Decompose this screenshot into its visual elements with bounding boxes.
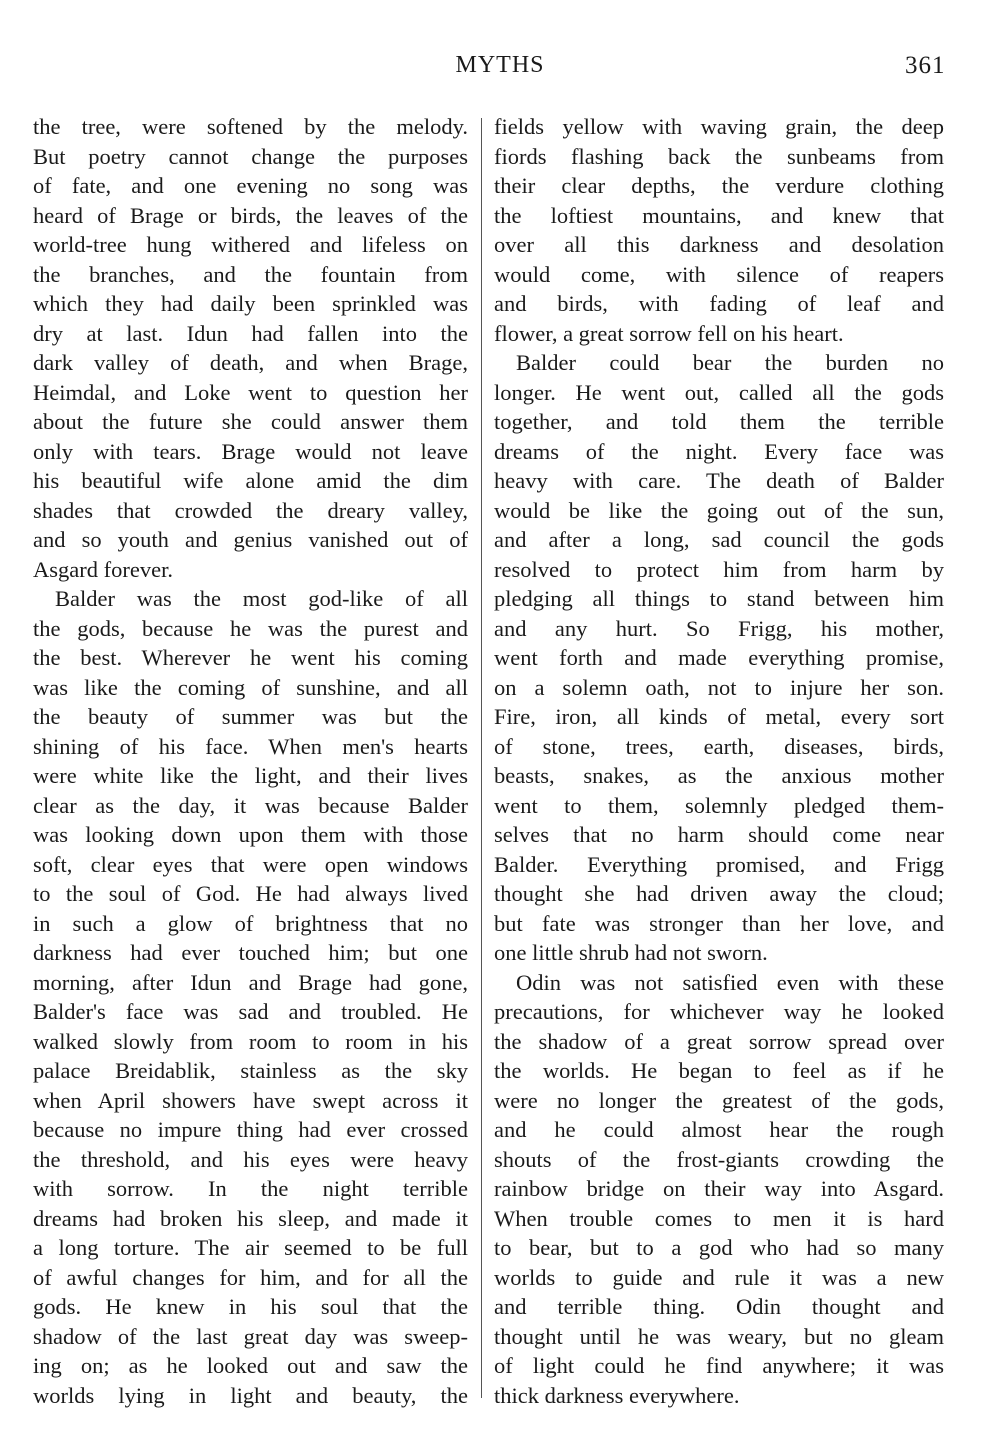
text-line: dark valley of death, and when Brage, bbox=[33, 350, 468, 375]
text-line: to bear, but to a god who had so many bbox=[494, 1235, 944, 1260]
text-line: gods. He knew in his soul that the bbox=[33, 1294, 468, 1319]
text-line: the gods, because he was the purest and bbox=[33, 615, 468, 641]
text-line: which they had daily been sprinkled was bbox=[33, 291, 468, 316]
text-line: walked slowly from room to room in his bbox=[33, 1028, 468, 1054]
text-line: Fire, iron, all kinds of metal, every sort bbox=[494, 704, 944, 729]
text-line: their clear depths, the verdure clothing bbox=[494, 173, 944, 198]
text-line: beasts, snakes, as the anxious mother bbox=[494, 763, 944, 788]
text-line: shadow of the last great day was sweep- bbox=[33, 1323, 468, 1349]
text-line: Balder could bear the burden no bbox=[516, 350, 944, 375]
text-line: because no impure thing had ever crossed bbox=[33, 1117, 468, 1142]
paragraph bbox=[33, 112, 468, 584]
text-line: was like the coming of sunshine, and all bbox=[33, 674, 468, 700]
text-line: resolved to protect him from harm by bbox=[494, 556, 944, 582]
text-line: selves that no harm should come near bbox=[494, 822, 944, 847]
text-line: clear as the day, it was because Balder bbox=[33, 792, 468, 818]
text-line: fiords flashing back the sunbeams from bbox=[494, 143, 944, 169]
text-line: a long torture. The air seemed to be full bbox=[33, 1235, 468, 1260]
text-line: the shadow of a great sorrow spread over bbox=[494, 1028, 944, 1054]
text-line: heard of Brage or birds, the leaves of the bbox=[33, 202, 468, 228]
text-line: shouts of the frost-giants crowding the bbox=[494, 1146, 944, 1172]
text-line: and birds, with fading of leaf and bbox=[494, 291, 944, 316]
text-line: the tree, were softened by the melody. bbox=[33, 114, 468, 139]
text-line: dreams of the night. Every face was bbox=[494, 438, 944, 464]
text-line: thick darkness everywhere. bbox=[494, 1382, 740, 1408]
text-line: palace Breidablik, stainless as the sky bbox=[33, 1058, 468, 1083]
text-line: of light could he find anywhere; it was bbox=[494, 1353, 944, 1378]
text-line: Heimdal, and Loke went to question her bbox=[33, 379, 468, 405]
text-line: But poetry cannot change the purposes bbox=[33, 143, 468, 169]
text-line: the best. Wherever he went his coming bbox=[33, 645, 468, 670]
text-line: pledging all things to stand between him bbox=[494, 586, 944, 611]
text-line: but fate was stronger than her love, and bbox=[494, 910, 944, 936]
text-line: the beauty of summer was but the bbox=[33, 704, 468, 729]
text-line: dreams had broken his sleep, and made it bbox=[33, 1205, 468, 1231]
right-column bbox=[494, 112, 944, 1410]
text-line: thought she had driven away the cloud; bbox=[494, 881, 944, 906]
text-line: worlds to guide and rule it was a new bbox=[494, 1264, 944, 1290]
text-line: with sorrow. In the night terrible bbox=[33, 1176, 468, 1201]
text-line: dry at last. Idun had fallen into the bbox=[33, 320, 468, 346]
left-column bbox=[33, 112, 468, 1410]
text-line: in such a glow of brightness that no bbox=[33, 910, 468, 936]
text-line: rainbow bridge on their way into Asgard. bbox=[494, 1176, 944, 1201]
text-line: worlds lying in light and beauty, the bbox=[33, 1382, 468, 1408]
text-line: Balder was the most god-like of all bbox=[55, 586, 468, 611]
running-header: MYTHS bbox=[455, 52, 545, 78]
text-line: the threshold, and his eyes were heavy bbox=[33, 1146, 468, 1172]
text-line: one little shrub had not sworn. bbox=[494, 940, 768, 965]
paragraph bbox=[494, 968, 944, 1411]
text-line: to the soul of God. He had always lived bbox=[33, 881, 468, 906]
text-line: on a solemn oath, not to injure her son. bbox=[494, 674, 944, 700]
text-line: Balder. Everything promised, and Frigg bbox=[494, 851, 944, 877]
text-line: heavy with care. The death of Balder bbox=[494, 468, 944, 493]
text-line: went forth and made everything promise, bbox=[494, 645, 944, 670]
paragraph bbox=[33, 584, 468, 1410]
text-line: and after a long, sad council the gods bbox=[494, 527, 944, 552]
text-line: were white like the light, and their lives bbox=[33, 763, 468, 788]
text-line: the loftiest mountains, and knew that bbox=[494, 202, 944, 228]
text-line: soft, clear eyes that were open windows bbox=[33, 851, 468, 877]
paragraph bbox=[494, 348, 944, 968]
text-line: world-tree hung withered and lifeless on bbox=[33, 232, 468, 257]
text-line: fields yellow with waving grain, the deep bbox=[494, 114, 944, 139]
text-line: Balder's face was sad and troubled. He bbox=[33, 999, 468, 1024]
text-line: thought until he was weary, but no gleam bbox=[494, 1323, 944, 1349]
paragraph bbox=[494, 112, 944, 348]
text-line: would come, with silence of reapers bbox=[494, 261, 944, 287]
text-line: When trouble comes to men it is hard bbox=[494, 1205, 944, 1231]
text-line: and terrible thing. Odin thought and bbox=[494, 1294, 944, 1319]
text-line: would be like the going out of the sun, bbox=[494, 497, 944, 523]
page-number: 361 bbox=[905, 52, 946, 79]
text-line: the branches, and the fountain from bbox=[33, 261, 468, 287]
text-line: morning, after Idun and Brage had gone, bbox=[33, 969, 468, 995]
text-line: of fate, and one evening no song was bbox=[33, 173, 468, 198]
text-line: of awful changes for him, and for all the bbox=[33, 1264, 468, 1290]
text-line: together, and told them the terrible bbox=[494, 409, 944, 434]
text-line: the worlds. He began to feel as if he bbox=[494, 1058, 944, 1083]
text-line: went to them, solemnly pledged them- bbox=[494, 792, 944, 818]
text-line: shining of his face. When men's hearts bbox=[33, 733, 468, 759]
text-line: about the future she could answer them bbox=[33, 409, 468, 434]
text-line: of stone, trees, earth, diseases, birds, bbox=[494, 733, 944, 759]
text-line: only with tears. Brage would not leave bbox=[33, 438, 468, 464]
text-line: and he could almost hear the rough bbox=[494, 1117, 944, 1142]
text-line: his beautiful wife alone amid the dim bbox=[33, 468, 468, 493]
text-line: longer. He went out, called all the gods bbox=[494, 379, 944, 405]
text-line: and any hurt. So Frigg, his mother, bbox=[494, 615, 944, 641]
text-line: shades that crowded the dreary valley, bbox=[33, 497, 468, 523]
text-line: Odin was not satisfied even with these bbox=[516, 969, 944, 995]
text-line: were no longer the greatest of the gods, bbox=[494, 1087, 944, 1113]
text-line: flower, a great sorrow fell on his heart. bbox=[494, 320, 844, 346]
text-line: when April showers have swept across it bbox=[33, 1087, 468, 1113]
text-line: ing on; as he looked out and saw the bbox=[33, 1353, 468, 1378]
text-line: precautions, for whichever way he looked bbox=[494, 999, 944, 1024]
text-line: darkness had ever touched him; but one bbox=[33, 940, 468, 965]
column-divider bbox=[481, 118, 482, 1398]
text-line: over all this darkness and desolation bbox=[494, 232, 944, 257]
text-line: Asgard forever. bbox=[33, 556, 173, 582]
text-line: and so youth and genius vanished out of bbox=[33, 527, 468, 552]
text-line: was looking down upon them with those bbox=[33, 822, 468, 847]
